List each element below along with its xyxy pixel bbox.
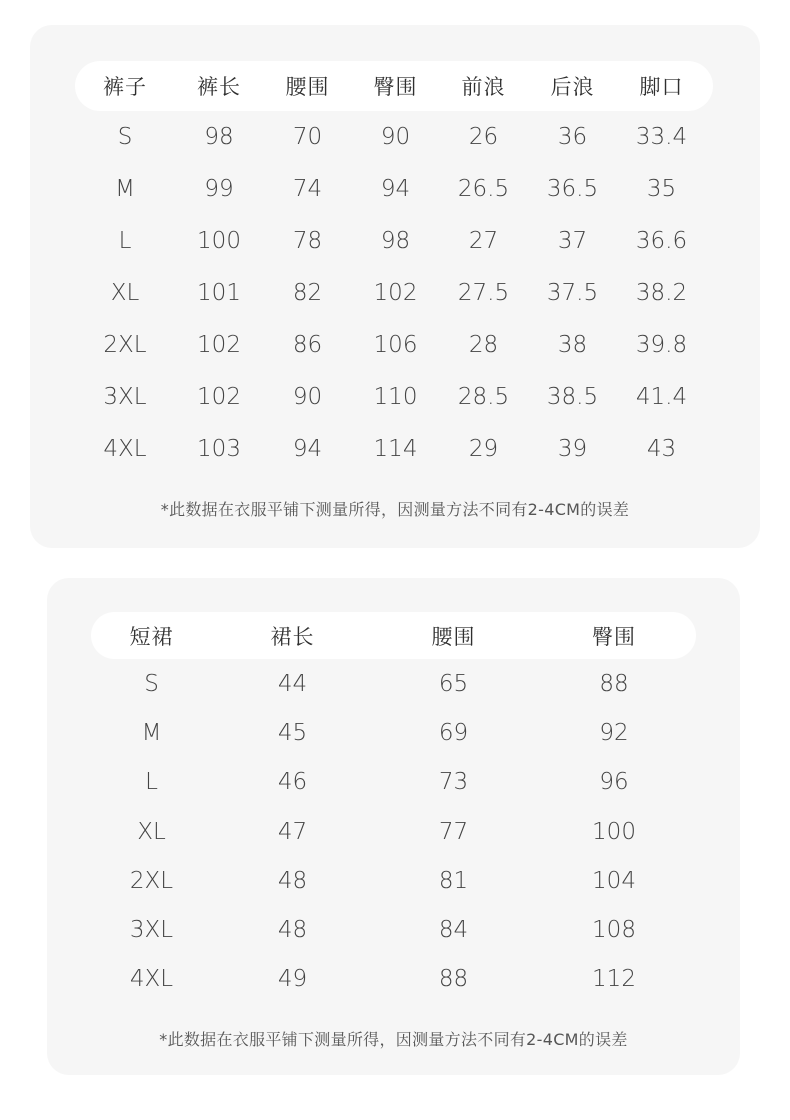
pants-table-row xyxy=(75,423,713,475)
skirt-size-table xyxy=(47,578,740,1075)
pants-value-cell: 27 xyxy=(468,228,499,254)
skirt-header-length: 裙长 xyxy=(270,624,315,649)
pants-table-row xyxy=(75,371,713,423)
pants-table-row xyxy=(75,215,713,267)
pants-value-cell: 90 xyxy=(380,124,411,150)
pants-size-cell: XL xyxy=(110,280,140,306)
pants-value-cell: 28 xyxy=(468,332,499,358)
skirt-value-cell: 100 xyxy=(592,818,636,845)
pants-size-cell: 4XL xyxy=(103,436,147,462)
pants-size-cell: 3XL xyxy=(103,384,147,410)
pants-value-cell: 98 xyxy=(204,124,234,150)
skirt-table-row xyxy=(91,659,696,708)
pants-size-cell: 2XL xyxy=(103,332,147,358)
pants-value-cell: 37.5 xyxy=(546,280,599,306)
pants-value-cell: 37 xyxy=(557,228,588,254)
pants-table-row xyxy=(75,163,713,215)
pants-header-back-rise: 后浪 xyxy=(550,75,595,99)
skirt-value-cell: 112 xyxy=(592,966,636,993)
pants-value-cell: 74 xyxy=(292,176,323,202)
skirt-size-cell: XL xyxy=(137,818,166,845)
pants-value-cell: 36.6 xyxy=(635,228,688,254)
pants-value-cell: 78 xyxy=(292,228,323,254)
pants-value-cell: 102 xyxy=(373,280,418,306)
pants-value-cell: 100 xyxy=(197,228,241,254)
skirt-value-cell: 92 xyxy=(599,719,629,746)
pants-value-cell: 39 xyxy=(557,436,588,462)
skirt-value-cell: 46 xyxy=(277,769,308,796)
pants-size-cell: M xyxy=(115,176,135,202)
skirt-size-cell: S xyxy=(144,670,159,697)
pants-header-length: 裤长 xyxy=(197,75,241,99)
pants-value-cell: 29 xyxy=(468,436,499,462)
skirt-value-cell: 65 xyxy=(438,670,469,697)
pants-value-cell: 43 xyxy=(646,436,677,462)
pants-value-cell: 35 xyxy=(646,176,677,202)
skirt-value-cell: 88 xyxy=(599,670,629,697)
skirt-table-row xyxy=(91,905,696,954)
pants-value-cell: 38 xyxy=(557,332,588,358)
skirt-value-cell: 69 xyxy=(438,719,469,746)
skirt-header-row xyxy=(91,612,696,659)
pants-value-cell: 26 xyxy=(468,124,499,150)
pants-header-row xyxy=(75,61,713,111)
pants-value-cell: 36 xyxy=(557,124,588,150)
pants-value-cell: 38.2 xyxy=(635,280,688,306)
skirt-measurement-note: *此数据在衣服平铺下测量所得，因测量方法不同有2-4CM的误差 xyxy=(159,1030,628,1049)
pants-size-table xyxy=(30,25,760,548)
skirt-value-cell: 88 xyxy=(438,966,469,993)
skirt-table-row xyxy=(91,955,696,1004)
pants-value-cell: 101 xyxy=(197,280,241,306)
pants-value-cell: 39.8 xyxy=(635,332,688,358)
skirt-value-cell: 49 xyxy=(277,966,308,993)
skirt-table-row xyxy=(91,807,696,856)
pants-value-cell: 26.5 xyxy=(457,176,510,202)
skirt-header-waist: 腰围 xyxy=(431,624,476,649)
pants-table-row xyxy=(75,267,713,319)
pants-value-cell: 94 xyxy=(380,176,411,202)
pants-rows xyxy=(75,111,713,475)
skirt-size-cell: 4XL xyxy=(129,966,174,993)
pants-value-cell: 98 xyxy=(380,228,411,254)
skirt-value-cell: 73 xyxy=(438,769,469,796)
skirt-header-hip: 臀围 xyxy=(592,624,636,649)
pants-value-cell: 99 xyxy=(204,176,234,202)
skirt-value-cell: 48 xyxy=(277,917,308,944)
skirt-value-cell: 45 xyxy=(277,719,308,746)
pants-value-cell: 86 xyxy=(292,332,323,358)
skirt-value-cell: 96 xyxy=(599,769,629,796)
pants-value-cell: 102 xyxy=(197,332,241,358)
skirt-value-cell: 47 xyxy=(277,818,308,845)
pants-value-cell: 94 xyxy=(292,436,323,462)
pants-value-cell: 102 xyxy=(197,384,241,410)
skirt-value-cell: 48 xyxy=(277,867,308,894)
skirt-header-size: 短裙 xyxy=(129,624,174,649)
pants-value-cell: 33.4 xyxy=(635,124,688,150)
skirt-value-cell: 104 xyxy=(592,867,636,894)
skirt-rows xyxy=(91,659,696,1004)
pants-value-cell: 114 xyxy=(373,436,418,462)
pants-value-cell: 70 xyxy=(292,124,323,150)
pants-value-cell: 27.5 xyxy=(457,280,510,306)
skirt-size-cell: L xyxy=(145,769,158,796)
skirt-value-cell: 44 xyxy=(277,670,308,697)
pants-measurement-note: *此数据在衣服平铺下测量所得，因测量方法不同有2-4CM的误差 xyxy=(160,500,630,519)
pants-value-cell: 28.5 xyxy=(457,384,510,410)
pants-size-cell: S xyxy=(117,124,133,150)
pants-value-cell: 103 xyxy=(197,436,241,462)
skirt-size-cell: M xyxy=(141,719,162,746)
skirt-value-cell: 108 xyxy=(592,917,636,944)
pants-value-cell: 106 xyxy=(373,332,418,358)
pants-header-waist: 腰围 xyxy=(285,75,330,99)
skirt-size-cell: 3XL xyxy=(129,917,174,944)
pants-value-cell: 110 xyxy=(373,384,418,410)
skirt-table-row xyxy=(91,708,696,757)
skirt-table-row xyxy=(91,856,696,905)
skirt-size-cell: 2XL xyxy=(129,867,174,894)
pants-value-cell: 82 xyxy=(292,280,323,306)
pants-value-cell: 90 xyxy=(292,384,323,410)
pants-header-size: 裤子 xyxy=(103,75,147,99)
skirt-table-row xyxy=(91,758,696,807)
pants-table-row xyxy=(75,319,713,371)
pants-value-cell: 38.5 xyxy=(546,384,599,410)
pants-table-row xyxy=(75,111,713,163)
pants-header-leg-opening: 脚口 xyxy=(639,75,684,99)
pants-header-hip: 臀围 xyxy=(373,75,418,99)
skirt-value-cell: 84 xyxy=(438,917,469,944)
pants-value-cell: 41.4 xyxy=(635,384,688,410)
pants-header-front-rise: 前浪 xyxy=(461,75,506,99)
pants-value-cell: 36.5 xyxy=(546,176,599,202)
pants-size-cell: L xyxy=(118,228,132,254)
skirt-value-cell: 81 xyxy=(438,867,469,894)
skirt-value-cell: 77 xyxy=(438,818,469,845)
